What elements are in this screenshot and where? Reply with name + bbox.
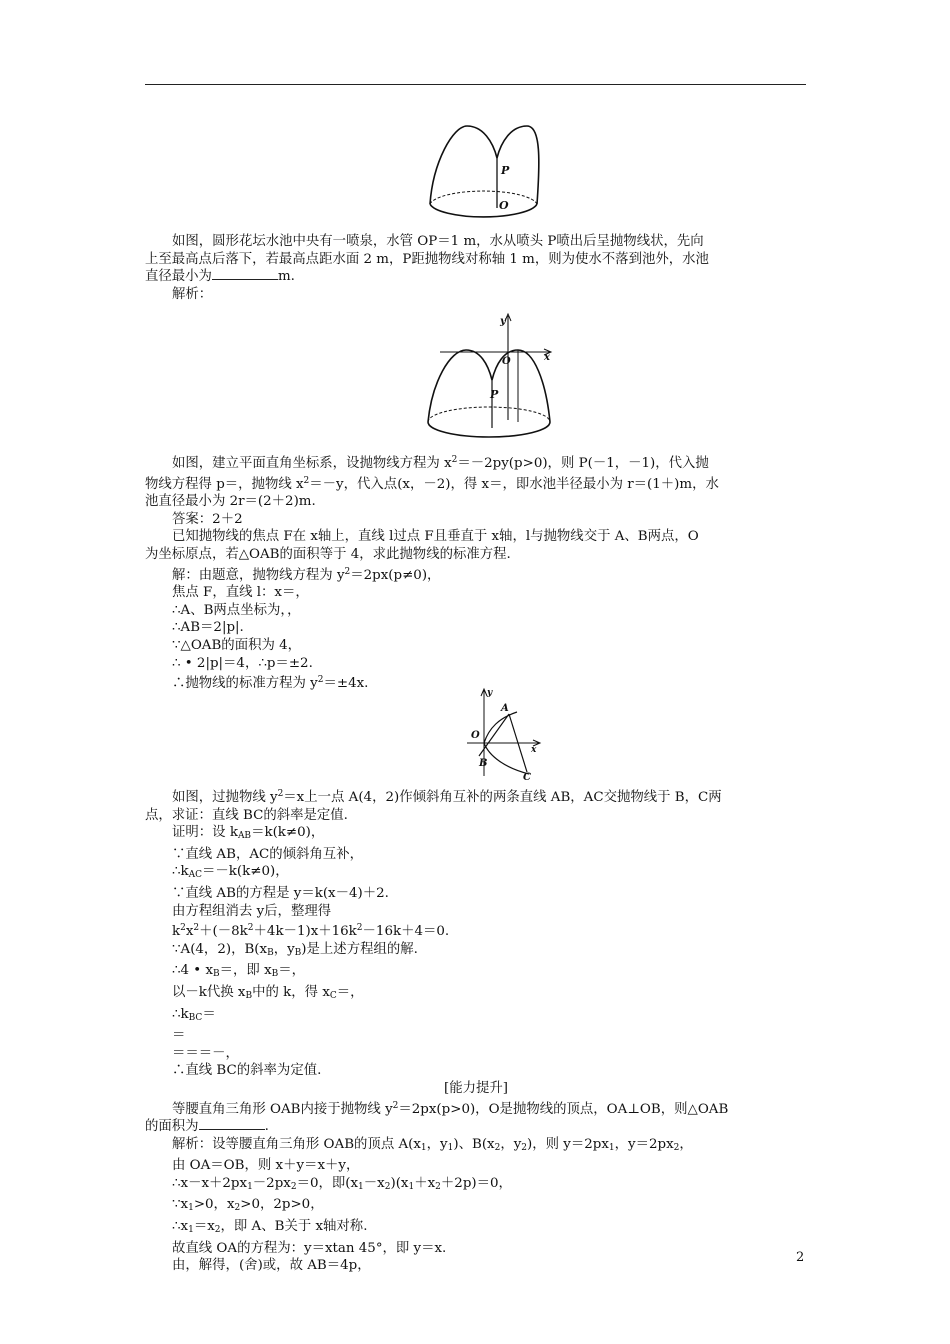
a4-l4b: 1 [188,1203,194,1214]
answer-blank [212,268,278,280]
header-rule [145,84,806,85]
a4-l4d: 2 [234,1203,241,1214]
answer-1 [145,452,807,693]
a3-l8b: B [213,969,220,980]
label-b: B [479,758,488,769]
fountain-figure [425,122,540,230]
a3-l1b: AB [237,831,252,842]
a2-l7c: ＝±4x. [323,676,369,692]
a4-l3k: ＋x [414,1175,436,1191]
a3-l9a: 以－k代换 x [172,984,246,1000]
question-1 [145,233,807,303]
section-title: [能力提升] [443,1080,508,1096]
q3-line-1 [145,786,807,807]
a4-l3c: －2px [252,1175,291,1191]
a3-l9b: B [245,990,253,1001]
a3-l3b: AC [188,870,203,881]
a3-line-3 [145,863,807,885]
a3-l1a: 证明：设 k [172,825,238,841]
a2-line-5: ∵△OAB的面积为 4， [172,637,302,653]
a2-l7b: 2 [317,675,324,686]
a3-l9e: ＝， [336,984,364,1000]
a3-l1c: ＝k(k≠0)， [251,825,325,841]
a4-l4c: >0，x [193,1197,235,1213]
answer-blank [199,1118,265,1130]
a3-l3a: ∴k [172,864,189,880]
label-o: O [471,730,480,741]
q4-l2a: 的面积为 [145,1119,199,1135]
a2-l7a: ∴抛物线的标准方程为 y [172,676,318,692]
pool-bottom-ellipse [428,422,550,437]
a2-l1b: 2 [344,566,351,577]
q4-line-1 [145,1098,807,1119]
a3-l6b: 2 [180,923,186,934]
a4-l3m: ＋2p)＝0， [440,1175,512,1191]
a3-l7d: B [294,947,302,958]
a1-l1c: ＝－2py(p>0)，则 P(－1，－1)，代入抛 [457,456,709,471]
a4-l1a: 解析：设等腰直角三角形 OAB的顶点 A(x [172,1136,421,1152]
a3-l8e: ＝， [278,963,306,979]
a3-l8c: ＝，即 x [219,963,272,979]
a4-l3l: 2 [435,1181,441,1192]
label-y: y [487,688,493,698]
a3-l9d: C [329,990,337,1001]
pool-top-ellipse [428,407,550,422]
q3-line-2: 点，求证：直线 BC的斜率是定值. [145,807,348,823]
a1-l1b: 2 [451,455,458,465]
label-x: x [531,745,537,755]
label-y: y [500,316,506,327]
a3-line-10 [145,1006,807,1028]
q2-line-1: 已知抛物线的焦点 F在 x轴上，直线 l过点 F且垂直于 x轴，l与抛物线交于 A、B两点，O [172,529,699,545]
q3-l1a: 如图，过抛物线 y [172,790,278,805]
a4-l3e: ＝0，即(x [296,1175,359,1191]
a2-line-2: 焦点 F，直线 l：x＝， [172,585,309,601]
a4-l5e: ，即 A、B关于 x轴对称. [220,1219,368,1235]
q4-line-2 [145,1118,807,1136]
a4-l5d: 2 [214,1225,221,1236]
a3-l6e: ＋(－8k [199,924,248,940]
a3-line-4: ∵直线 AB的方程是 y＝k(x－4)＋2. [172,885,389,901]
a3-l3c: ＝－k(k≠0)， [202,864,289,880]
q4-l1a: 等腰直角三角形 OAB内接于抛物线 y [172,1101,393,1117]
a4-l1j: 1 [608,1142,615,1153]
a3-l8d: B [271,969,279,980]
a4-l1d: 1 [447,1142,454,1153]
a4-l3a: ∴x－x＋2px [172,1175,248,1191]
a4-l3f: 1 [358,1181,364,1192]
a3-line-12: ＝＝＝－， [172,1045,239,1061]
a3-l6f: 2 [247,923,254,934]
a4-l3h: 2 [384,1181,391,1192]
label-o: O [499,199,509,212]
q3-l1b: 2 [277,789,284,799]
a4-line-4 [145,1196,807,1218]
a4-l5c: ＝x [193,1219,215,1235]
a2-line-4: ∴AB＝2|p|. [172,620,244,636]
a3-line-6 [145,920,807,941]
a4-l5b: 1 [188,1225,194,1236]
a3-l6a: k [172,924,181,940]
a3-l6d: 2 [193,923,200,934]
q1-analysis-label: 解析： [172,286,213,302]
a3-l7e: )是上述方程组的解. [301,941,418,957]
a3-l10c: ＝ [202,1006,216,1022]
fountain-coordinate-figure [420,312,560,452]
label-p: P [501,164,510,177]
label-c: C [523,772,531,780]
fountain-outer-curve [430,126,539,204]
a4-line-5 [145,1218,807,1240]
label-a: A [501,703,509,714]
a3-l8a: ∴4 • x [172,963,214,979]
a4-l4a: ∵x [172,1197,189,1213]
a3-l6i: －16k＋4＝0. [362,924,450,940]
question-3 [145,786,807,1275]
parabola-lines-figure [465,686,545,780]
a2-l1c: ＝2px(p≠0)， [350,567,441,583]
a3-l6h: 2 [356,923,363,934]
a4-l1f: 2 [494,1142,501,1153]
a3-l10b: BC [188,1012,203,1023]
q4-l2b: . [264,1119,269,1135]
a4-l1l: 2 [673,1142,680,1153]
q1-line-3 [145,268,807,286]
a4-line-2: 由 OA＝OB，则 x＋y＝x＋y， [172,1158,360,1174]
a1-line-2 [145,473,807,494]
a4-line-1 [145,1136,807,1158]
q2-line-2: 为坐标原点，若△OAB的面积等于 4，求此抛物线的标准方程. [145,546,511,562]
a1-line-3: 池直径最小为 2r＝(2＋2)m. [145,494,316,510]
label-x: x [544,352,550,363]
a2-l1a: 解：由题意，抛物线方程为 y [172,567,345,583]
a4-l5a: ∴x [172,1219,189,1235]
a4-line-3 [145,1175,807,1197]
a4-l3j: 1 [408,1181,415,1192]
a4-l1i: )，则 y＝2px [527,1136,609,1152]
parabola-upper [484,712,517,743]
a3-l7b: B [267,947,274,958]
q4-l1b: 2 [392,1100,399,1111]
q1-line-2: 上至最高点后落下，若最高点距水面 2 m，P距抛物线对称轴 1 m，则为使水不落到池外，水池 [145,251,709,267]
a2-line-3: ∴A、B两点坐标为，， [172,602,301,618]
a2-line-1 [145,564,807,585]
q3-l1c: ＝x上一点 A(4，2)作倾斜角互补的两条直线 AB，AC交抛物线于 B，C两 [283,790,722,805]
page-number: 2 [796,1250,805,1265]
a4-l3d: 2 [290,1181,297,1192]
a3-line-2: ∵直线 AB，AC的倾斜角互补， [172,846,363,862]
a3-l7a: ∵A(4，2)，B(x [172,941,268,957]
a4-line-7: 由，解得，(舍)或，故 AB＝4p， [172,1258,371,1274]
a1-line-4: 答案：2＋2 [172,511,243,527]
label-p: P [490,388,499,401]
a4-l3b: 1 [247,1181,253,1192]
a3-l7c: ，y [273,941,295,957]
a4-l4e: >0，2p>0， [240,1197,324,1213]
a3-l9c: 中的 k，得 x [252,984,330,1000]
a3-line-1 [145,824,807,846]
a4-l1b: 1 [420,1142,427,1153]
a3-line-9 [145,984,807,1006]
a4-l1m: ， [679,1136,693,1152]
a3-l10a: ∴k [172,1006,189,1022]
q1-line-3-text: 直径最小为 [145,269,212,285]
a4-l1k: ，y＝2px [614,1136,674,1152]
a1-l2b: 2 [303,475,310,486]
a4-l3g: －x [363,1175,385,1191]
label-o: O [502,356,511,367]
a4-l1c: ，y [426,1136,448,1152]
q4-l1c: ＝2px(p>0)，O是抛物线的顶点，OA⊥OB，则△OAB [398,1101,729,1117]
a3-l6c: x [185,924,194,940]
a4-l3i: )(x [390,1175,409,1191]
a1-line-1 [145,452,807,473]
a3-line-13: ∴直线 BC的斜率为定值. [172,1063,322,1079]
a4-line-6: 故直线 OA的方程为：y＝xtan 45°，即 y＝x. [172,1240,447,1256]
a3-line-11: ＝ [172,1028,186,1044]
a2-line-6: ∴ • 2|p|＝4，∴p＝±2. [172,655,313,671]
a3-l6g: ＋4k－1)x＋16k [253,924,357,940]
pool-bottom-ellipse [430,204,537,217]
a3-line-7 [145,941,807,963]
a4-l1h: 2 [521,1142,528,1153]
pool-top-ellipse [430,191,537,204]
a1-l2a: 物线方程得 p＝，抛物线 x [145,476,304,492]
a3-line-5: 由方程组消去 y后，整理得 [172,903,332,919]
a1-l1a: 如图，建立平面直角坐标系，设抛物线方程为 x [172,456,452,471]
a3-line-8 [145,962,807,984]
a4-l1g: ，y [500,1136,522,1152]
q1-line-3-unit: m. [277,269,295,285]
a4-l1e: )、B(x [453,1136,495,1152]
q1-line-1: 如图，圆形花坛水池中央有一喷泉，水管 OP＝1 m，水从喷头 P喷出后呈抛物线状，先向 [172,234,704,249]
a1-l2c: ＝－y，代入点(x，－2)，得 x＝，即水池半径最小为 r＝(1＋)m，水 [309,476,719,492]
